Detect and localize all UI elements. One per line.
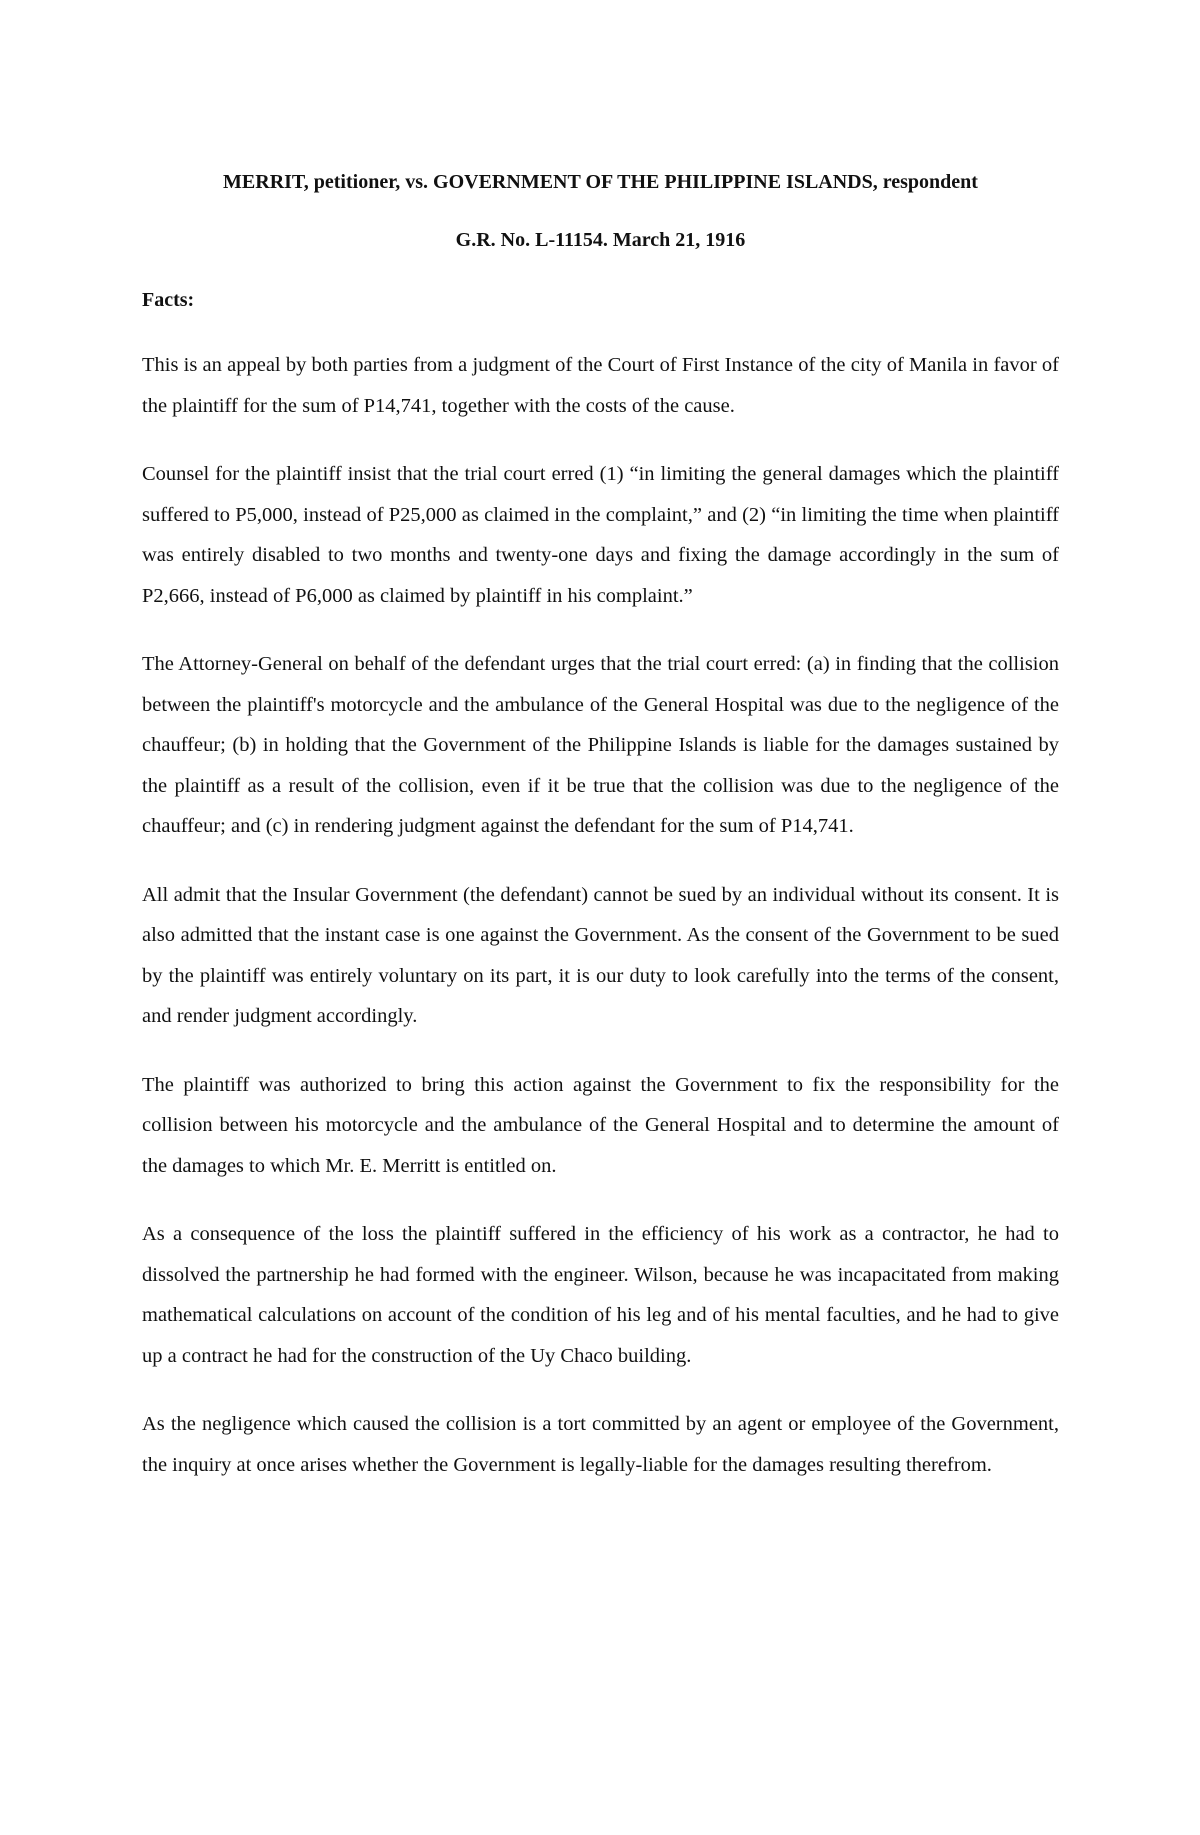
paragraph-authorization: The plaintiff was authorized to bring this action against the Government to fix the responsibility for the collision between his motorcycle and the ambulance of the General Hospital and to determine the amount of the damages to which Mr. E. Merritt is entitled on.: [142, 1073, 1059, 1177]
paragraph-liability-question: As the negligence which caused the collision is a tort committed by an agent or employee of the Government, the inquiry at once arises whether the Government is legally-liable for the damages resulting therefrom.: [142, 1413, 1059, 1476]
paragraph-defendant-errors: The Attorney-General on behalf of the defendant urges that the trial court erred: (a) in finding that the collision between the plaintiff's motorcycle and the ambulance of the General Hospital was due to the negligence of the chauffeur; (b) in holding that the Government of the Philippine Islands is liable for the damages sustained by the plaintiff as a result of the collision, even if it be true that the collision was due to the negligence of the chauffeur; and (c) in rendering judgment against the defendant for the sum of P14,741.: [142, 653, 1059, 837]
case-title: MERRIT, petitioner, vs. GOVERNMENT OF THE PHILIPPINE ISLANDS, respondent: [223, 171, 978, 193]
document-body: [142, 168, 1059, 1513]
section-heading-facts: Facts:: [142, 289, 195, 311]
paragraph-consequences: As a consequence of the loss the plaintiff suffered in the efficiency of his work as a contractor, he had to dissolved the partnership he had formed with the engineer. Wilson, because he was incapacitated from making mathematical calculations on account of the condition of his leg and of his mental faculties, and he had to give up a contract he had for the construction of the Uy Chaco building.: [142, 1223, 1059, 1367]
paragraph-plaintiff-errors: Counsel for the plaintiff insist that the trial court erred (1) “in limiting the general damages which the plaintiff suffered to P5,000, instead of P25,000 as claimed in the complaint,” and (2) “in limiting the time when plaintiff was entirely disabled to two months and twenty-one days and fixing the damage accordingly in the sum of P2,666, instead of P6,000 as claimed by plaintiff in his complaint.”: [142, 463, 1059, 607]
case-number: G.R. No. L-11154. March 21, 1916: [455, 229, 746, 251]
paragraph-appeal: This is an appeal by both parties from a judgment of the Court of First Instance of the city of Manila in favor of the plaintiff for the sum of P14,741, together with the costs of the cause.: [142, 354, 1059, 417]
paragraph-government-consent: All admit that the Insular Government (the defendant) cannot be sued by an individual without its consent. It is also admitted that the instant case is one against the Government. As the consent of the Government to be sued by the plaintiff was entirely voluntary on its part, it is our duty to look carefully into the terms of the consent, and render judgment accordingly.: [142, 883, 1059, 1027]
